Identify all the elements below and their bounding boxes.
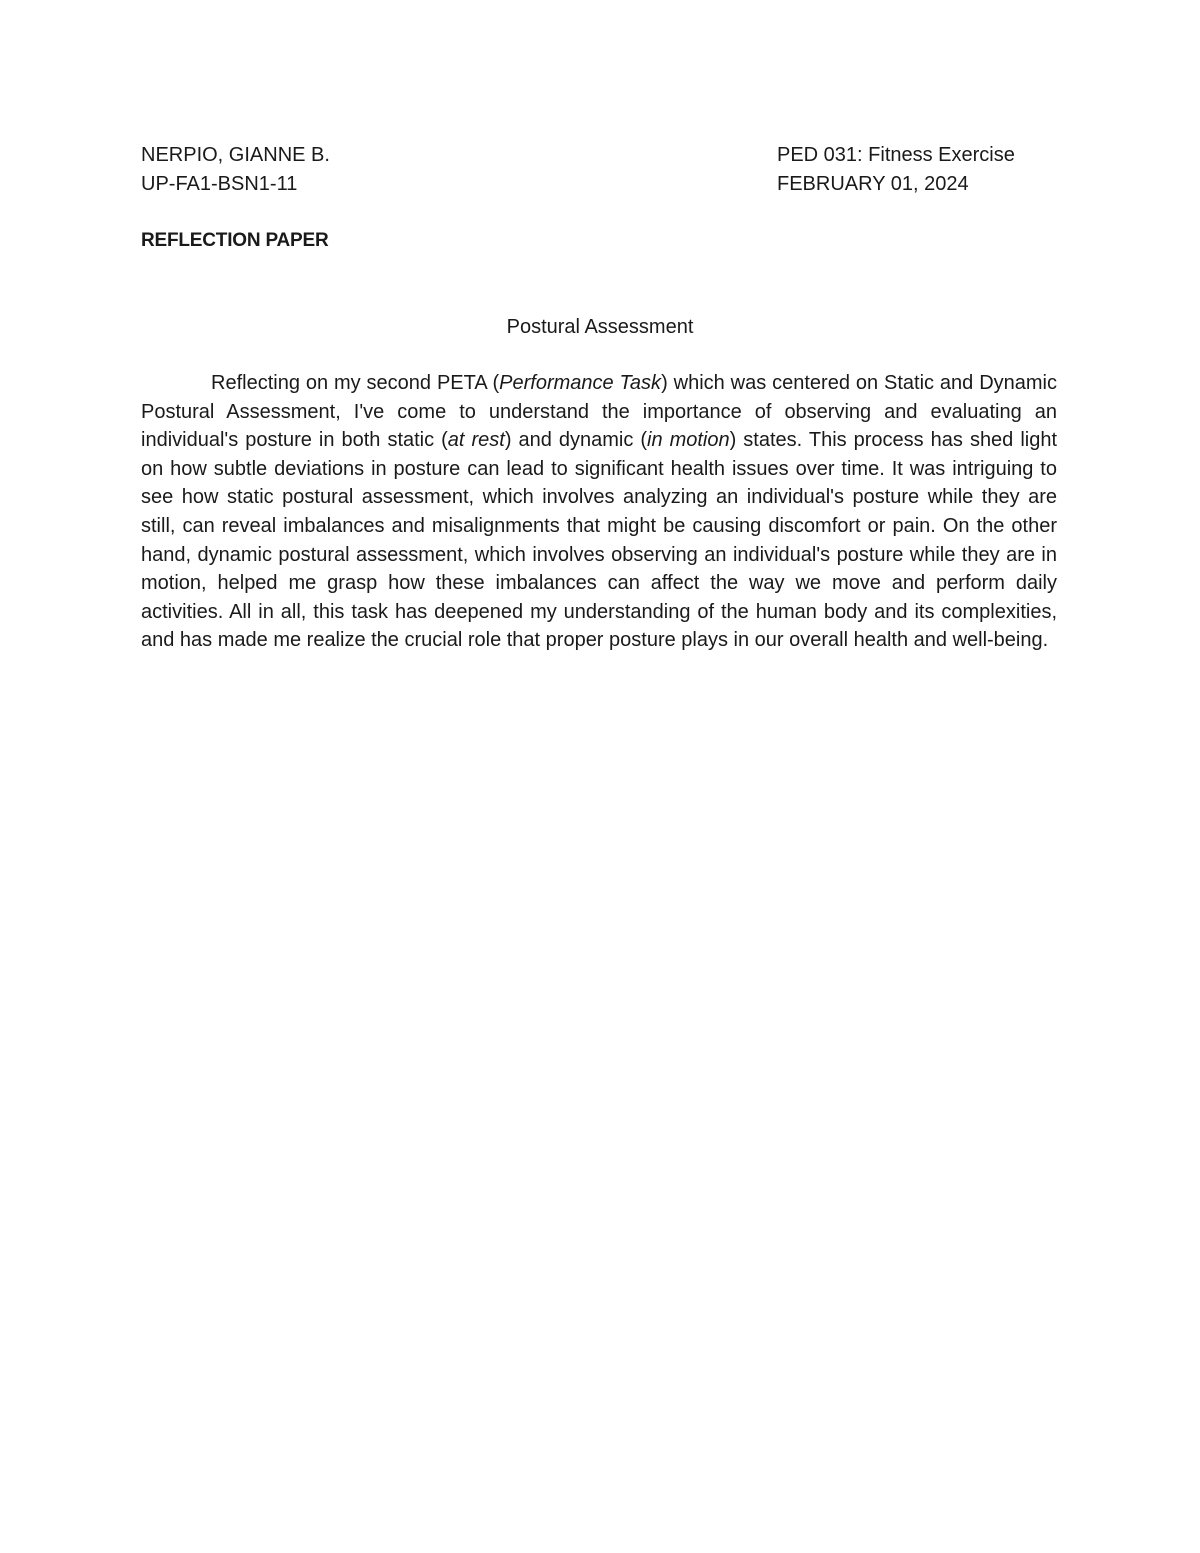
paragraph-text: ) states. This process has shed light on how subtle deviations in posture can lead to significant health issues over time. It was intriguing to see how static postural assessment, which involves analyzing an individual's posture while they are still, can reveal imbalances and misalignments that might be causing discomfort or pain. On the other hand, dynamic postural assessment, which involves observing an individual's posture while they are in motion, helped me grasp how these imbalances can affect the way we move and perform daily activities. All in all, this task has deepened my understanding of the human body and its complexities, and has made me realize the crucial role that proper posture plays in our overall health and well-being.	[141, 429, 1058, 652]
paragraph-text: Reflecting on my second PETA (	[211, 372, 500, 394]
course-name: PED 031: Fitness Exercise	[777, 144, 1015, 166]
student-section: UP-FA1-BSN1-11	[141, 173, 298, 195]
document-title: Postural Assessment	[506, 316, 694, 338]
italic-term: in motion	[647, 429, 730, 452]
italic-term: at rest	[447, 429, 505, 452]
student-name: NERPIO, GIANNE B.	[141, 144, 330, 166]
paragraph-text: ) and dynamic (	[504, 429, 648, 452]
course-info	[777, 141, 1015, 199]
reflection-paragraph	[141, 369, 1057, 655]
paragraph-text: ) which was centered on Static and Dynamic Postural Assessment, I've come to understand the importance of observing and evaluating an individual's posture in both static (	[141, 372, 1057, 452]
submission-date: FEBRUARY 01, 2024	[777, 173, 969, 195]
document-type-heading: REFLECTION PAPER	[141, 230, 329, 251]
student-info	[141, 141, 330, 199]
italic-term: Performance Task	[499, 372, 662, 394]
